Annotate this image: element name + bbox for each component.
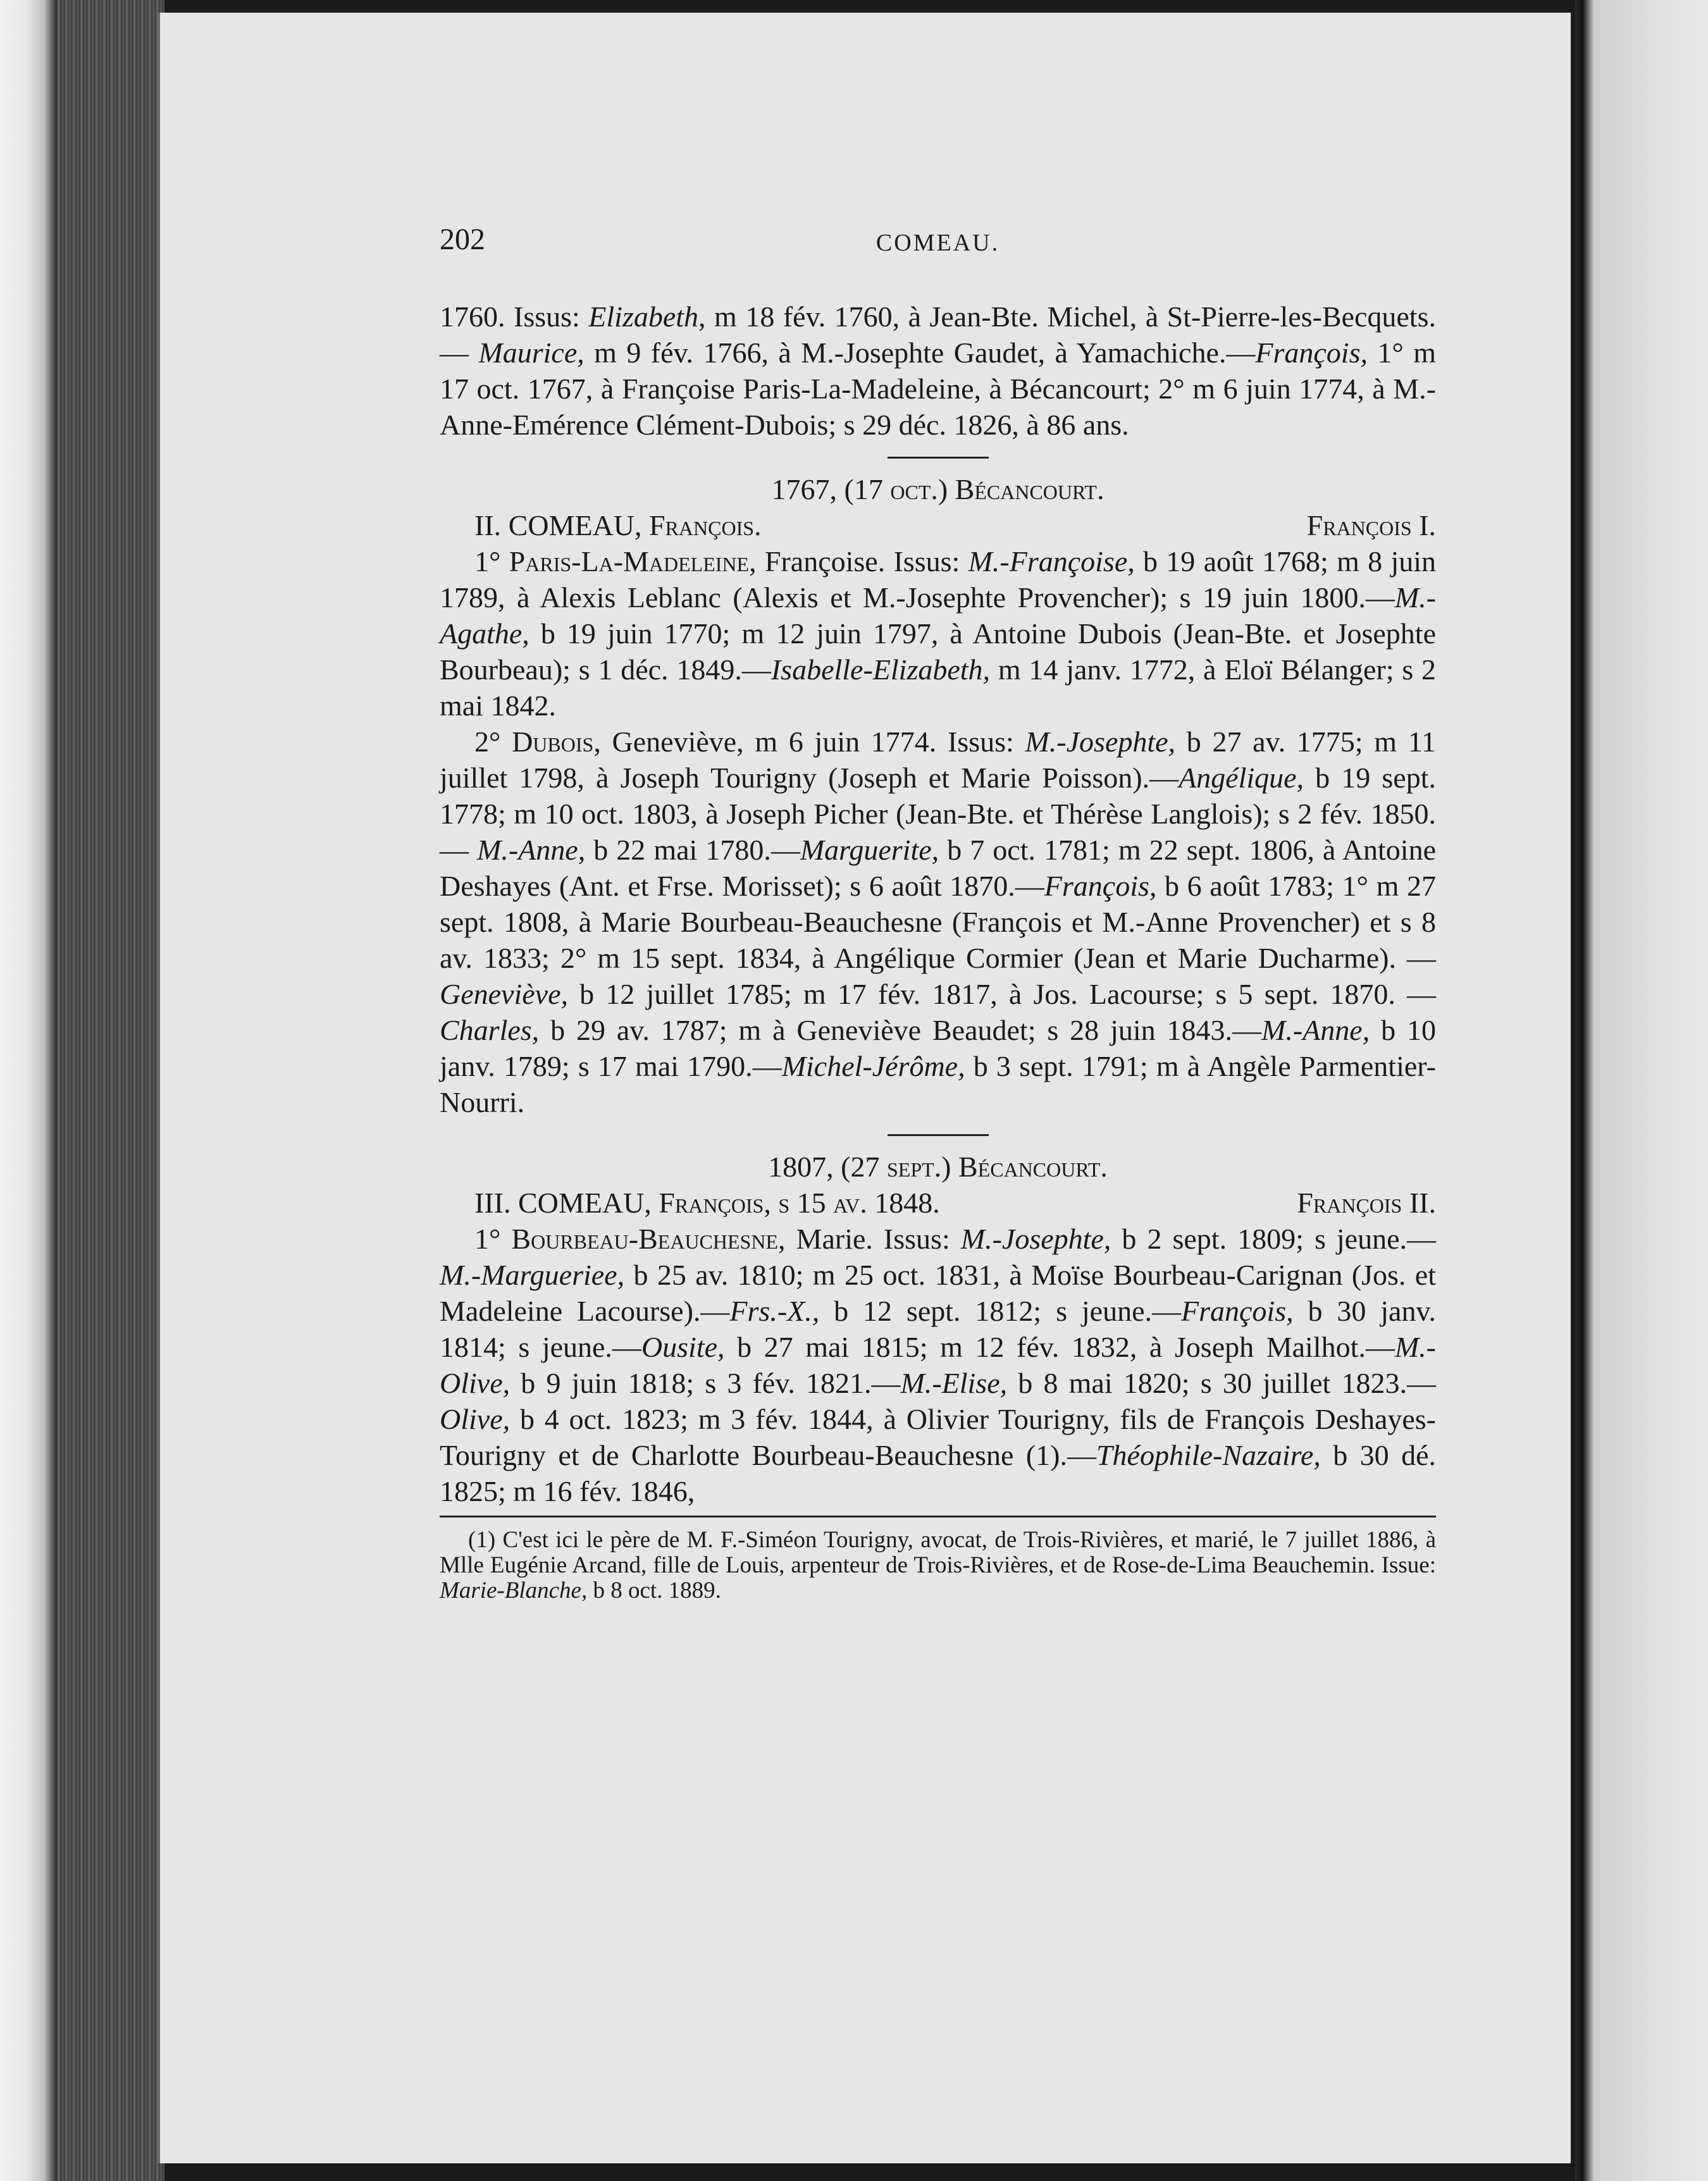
italic-name: Olive,	[440, 1403, 511, 1435]
text-run: b 4 oct. 1823; m 3 fév. 1844, à Olivier Tourigny, fils de François Deshayes-Tourigny et de Charlotte Bourbeau-Beauchesne (1).—	[440, 1403, 1436, 1471]
text-run: b 30 janv. 1814; s jeune.—	[440, 1295, 1436, 1363]
section2-heading	[440, 507, 1436, 543]
facing-page-edge	[1575, 0, 1708, 2181]
italic-name: M.-Elise,	[900, 1367, 1008, 1399]
text-run: b 12 juillet 1785; m 17 fév. 1817, à Jos. Lacourse; s 5 sept. 1870. —	[568, 978, 1436, 1010]
italic-name: François,	[1255, 337, 1368, 369]
italic-name: M.-Olive,	[440, 1331, 1436, 1399]
section-divider	[888, 457, 989, 459]
italic-name: Maurice,	[478, 337, 585, 369]
running-title: COMEAU.	[876, 230, 1000, 256]
italic-name: Geneviève,	[440, 978, 569, 1010]
italic-name: François,	[1181, 1295, 1294, 1327]
section3-heading	[440, 1185, 1436, 1221]
text-run: 2° Dubois,	[474, 726, 601, 758]
text-run: b 22 mai 1780.—	[585, 834, 800, 866]
text-run: Marie. Issus:	[785, 1223, 961, 1255]
section3-date-line: 1807, (27 sept.) Bécancourt.	[768, 1151, 1108, 1183]
italic-name: Théophile-Nazaire,	[1096, 1439, 1321, 1471]
italic-name: M.-Françoise,	[968, 545, 1135, 578]
page-content	[440, 221, 1436, 1603]
text-run: b 27 mai 1815; m 12 fév. 1832, à Joseph Mailhot.—	[724, 1331, 1395, 1363]
text-run: m 18 fév. 1760, à Jean-Bte. Michel, à St-Pierre-les-Becquets.—	[440, 300, 1436, 369]
text-run: m 14 janv. 1772, à Eloï Bélanger; s 2 mai 1842.	[440, 653, 1437, 722]
text-run: b 12 sept. 1812; s jeune.—	[819, 1295, 1181, 1327]
text-run: b 7 oct. 1781; m 22 sept. 1806, à Antoine Deshayes (Ant. et Frse. Morisset); s 6 août 1870.—	[440, 834, 1436, 902]
text-run: (1) C'est ici le père de M. F.-Siméon Tourigny, avocat, de Trois-Rivières, et marié, le 7 juillet 1886, à Mlle Eugénie Arcand, fille de Louis, arpenteur de Trois-Rivières, et de Rose-de-Lima Beauchemin. Issue:	[440, 1527, 1436, 1578]
italic-name: M.-Margueriee,	[440, 1259, 625, 1291]
text-run: 1° Paris-La-Madeleine,	[474, 545, 757, 578]
section3-generation: III. COMEAU, François, s 15 av. 1848.	[474, 1187, 940, 1219]
intro-paragraph	[440, 299, 1436, 443]
italic-name: Ousite,	[641, 1331, 725, 1363]
text-run: b 10 janv. 1789; s 17 mai 1790.—	[440, 1014, 1437, 1082]
text-run: b 19 sept. 1778; m 10 oct. 1803, à Joseph Picher (Jean-Bte. et Thérèse Langlois); s 2 fév. 1850. —	[440, 762, 1436, 866]
text-run: b 6 août 1783; 1° m 27 sept. 1808, à Marie Bourbeau-Beauchesne (François et M.-Anne Provencher) et s 8 av. 1833; 2° m 15 sept. 1834, à Angélique Cormier (Jean et Marie Ducharme). —	[440, 870, 1436, 974]
section2-parent: François I.	[1306, 509, 1436, 541]
section3-parent: François II.	[1297, 1187, 1436, 1219]
text-run: b 19 août 1768; m 8 juin 1789, à Alexis Leblanc (Alexis et M.-Josephte Provencher); s 19 juin 1800.—	[440, 545, 1437, 614]
footnote-rule	[440, 1516, 1436, 1517]
text-run: 1° m 17 oct. 1767, à Françoise Paris-La-Madeleine, à Bécancourt; 2° m 6 juin 1774, à M.-Anne-Emérence Clément-Dubois; s 29 déc. 1826, à 86 ans.	[440, 337, 1437, 441]
italic-name: M.-Agathe,	[440, 581, 1436, 650]
italic-name: M.-Anne,	[477, 834, 586, 866]
section2-date-line: 1767, (17 oct.) Bécancourt.	[771, 473, 1105, 505]
scan-left-margin	[0, 0, 57, 2181]
text-run: b 25 av. 1810; m 25 oct. 1831, à Moïse Bourbeau-Carignan (Jos. et Madeleine Lacourse).—	[440, 1259, 1436, 1327]
text-run: Françoise. Issus:	[756, 545, 968, 578]
italic-name: Michel-Jérôme,	[781, 1050, 965, 1082]
section3-first-marriage	[440, 1221, 1436, 1509]
italic-name: M.-Anne,	[1261, 1014, 1370, 1046]
section2-first-marriage	[440, 543, 1436, 724]
text-run: b 3 sept. 1791; m à Angèle Parmentier-Nourri.	[440, 1050, 1436, 1118]
italic-name: Frs.-X.,	[729, 1295, 820, 1327]
footnote-text	[440, 1528, 1436, 1603]
text-run: b 29 av. 1787; m à Geneviève Beaudet; s 28 juin 1843.—	[539, 1014, 1262, 1046]
italic-name: Marie-Blanche,	[440, 1578, 588, 1603]
italic-name: Elizabeth,	[588, 300, 706, 333]
italic-name: Angélique,	[1179, 762, 1304, 794]
italic-name: M.-Josephte,	[1025, 726, 1176, 758]
text-run: b 19 juin 1770; m 12 juin 1797, à Antoine Dubois (Jean-Bte. et Josephte Bourbeau); s 1 déc. 1849.—	[440, 617, 1436, 686]
text-run: b 8 oct. 1889.	[587, 1578, 721, 1603]
text-run: b 8 mai 1820; s 30 juillet 1823.—	[1007, 1367, 1436, 1399]
italic-name: Marguerite,	[800, 834, 939, 866]
section2-generation: II. COMEAU, François.	[474, 509, 762, 541]
section2-second-marriage	[440, 724, 1436, 1120]
footnote	[440, 1528, 1436, 1603]
italic-name: François,	[1044, 870, 1157, 902]
text-run: b 30 dé. 1825; m 16 fév. 1846,	[440, 1439, 1437, 1507]
italic-name: Isabelle-Elizabeth,	[770, 653, 991, 686]
book-page-edges	[57, 0, 164, 2181]
section-divider	[888, 1134, 989, 1136]
text-run: Geneviève, m 6 juin 1774. Issus:	[600, 726, 1025, 758]
text-run: m 9 fév. 1766, à M.-Josephte Gaudet, à Yamachiche.—	[584, 337, 1256, 369]
italic-name: Charles,	[440, 1014, 540, 1046]
text-run: 1760. Issus:	[440, 300, 589, 333]
italic-name: M.-Josephte,	[960, 1223, 1111, 1255]
running-head	[440, 221, 1436, 272]
text-run: b 9 juin 1818; s 3 fév. 1821.—	[510, 1367, 901, 1399]
page-number: 202	[440, 223, 485, 256]
text-run: b 27 av. 1775; m 11 juillet 1798, à Joseph Tourigny (Joseph et Marie Poisson).—	[440, 726, 1436, 794]
text-run: b 2 sept. 1809; s jeune.—	[1111, 1223, 1436, 1255]
text-run: 1° Bourbeau-Beauchesne,	[474, 1223, 786, 1255]
